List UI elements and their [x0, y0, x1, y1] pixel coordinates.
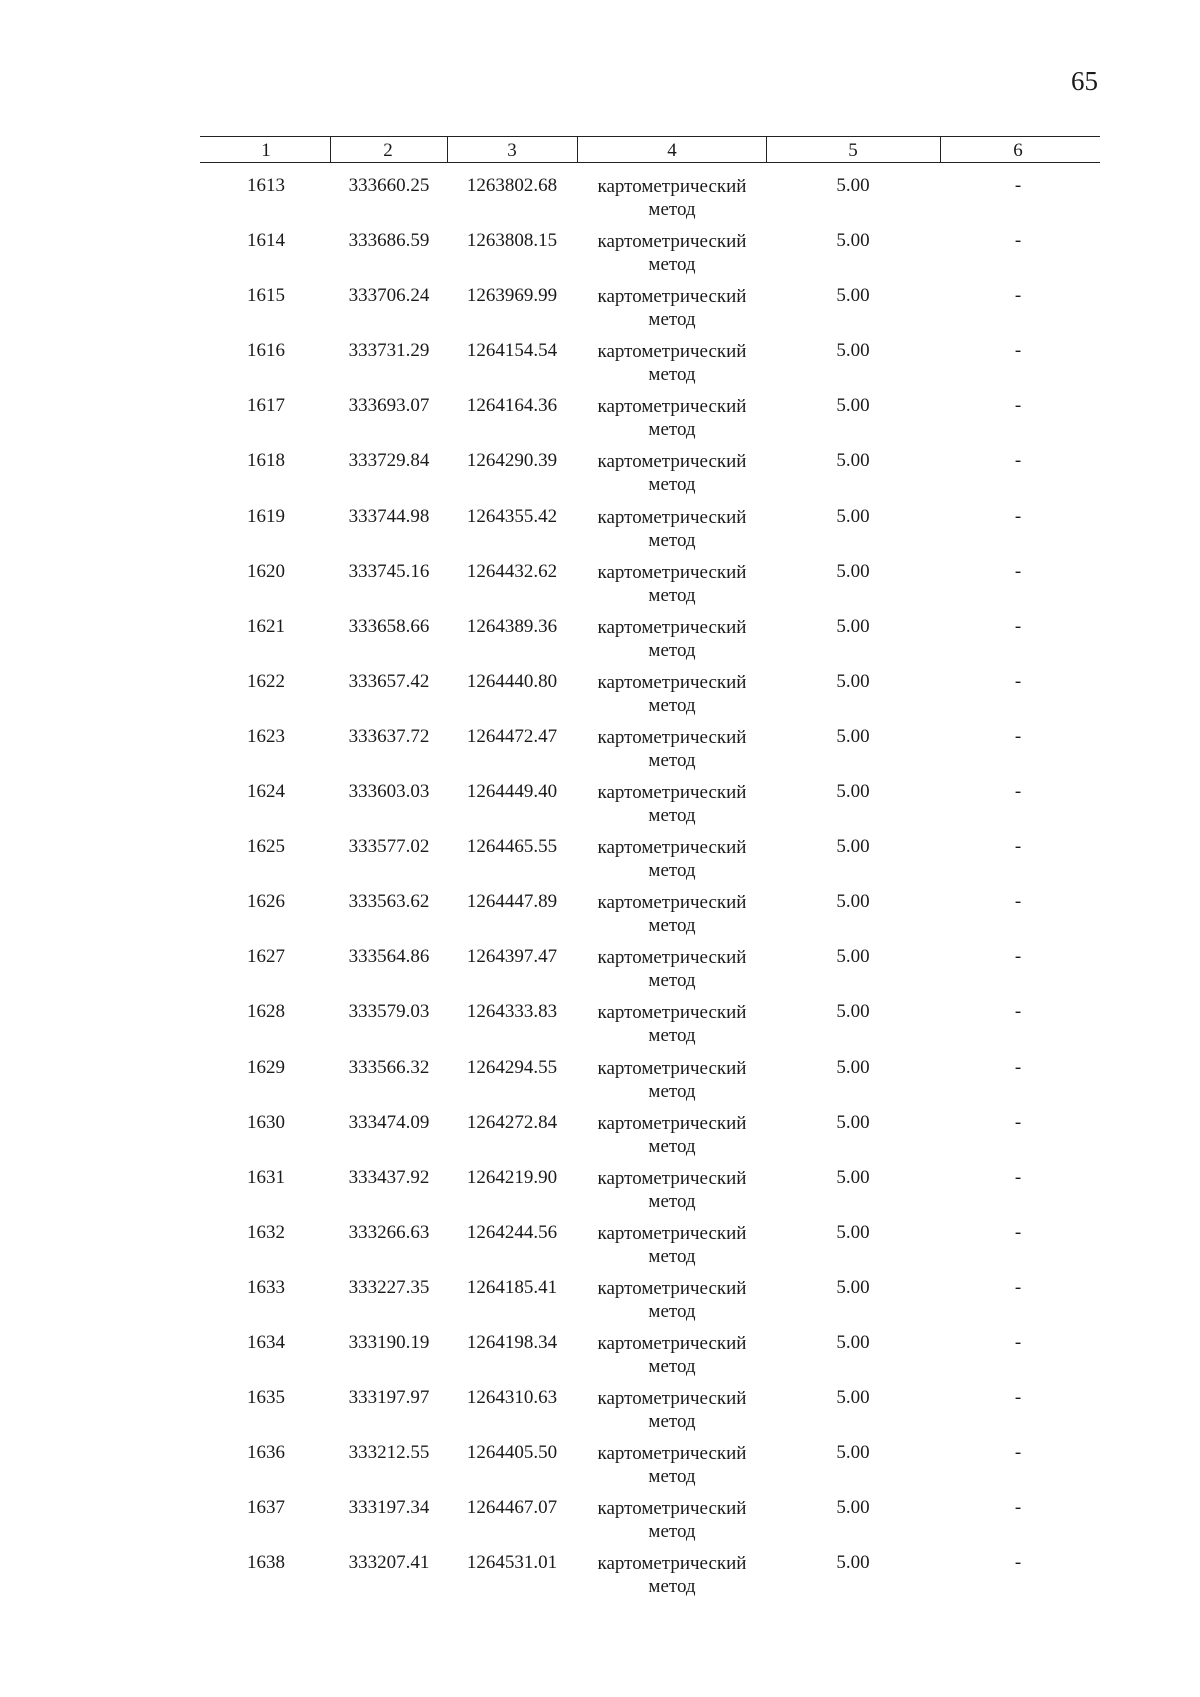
note-cell: -	[1014, 781, 1022, 803]
point-number-cell: 1634	[247, 1331, 285, 1353]
point-number-cell: 1619	[247, 505, 285, 527]
accuracy-cell: 5.00	[836, 836, 870, 858]
table-row	[0, 559, 1200, 614]
table-row	[0, 1440, 1200, 1495]
table-row	[0, 1220, 1200, 1275]
table-row	[0, 614, 1200, 669]
point-number-cell: 1626	[247, 891, 285, 913]
method-line: метод	[648, 529, 696, 551]
table-row	[0, 1110, 1200, 1165]
accuracy-cell: 5.00	[836, 615, 870, 637]
method-line: метод	[648, 419, 696, 441]
coord-x-cell: 333577.02	[348, 836, 430, 858]
point-number-cell: 1631	[247, 1166, 285, 1188]
point-number-cell: 1632	[247, 1221, 285, 1243]
coord-y-cell: 1264290.39	[466, 450, 558, 472]
method-line: картометрический	[597, 1553, 747, 1575]
note-cell: -	[1014, 1166, 1022, 1188]
point-number-cell: 1617	[247, 395, 285, 417]
accuracy-cell: 5.00	[836, 891, 870, 913]
table-row	[0, 1385, 1200, 1440]
table-row	[0, 283, 1200, 338]
coord-y-cell: 1264440.80	[466, 670, 558, 692]
header-top-rule	[200, 136, 1100, 137]
method-cell	[598, 1222, 747, 1268]
method-line: картометрический	[597, 1057, 747, 1079]
accuracy-cell: 5.00	[836, 1276, 870, 1298]
method-line: метод	[648, 1576, 696, 1598]
coord-x-cell: 333693.07	[348, 395, 430, 417]
coord-x-cell: 333745.16	[348, 560, 430, 582]
coord-x-cell: 333658.66	[348, 615, 430, 637]
accuracy-cell: 5.00	[836, 946, 870, 968]
table-row	[0, 889, 1200, 944]
table-row	[0, 1550, 1200, 1605]
coord-x-cell: 333563.62	[348, 891, 430, 913]
method-line: метод	[648, 364, 696, 386]
point-number-cell: 1621	[247, 615, 285, 637]
method-line: метод	[648, 639, 696, 661]
coord-x-cell: 333603.03	[348, 781, 430, 803]
method-cell	[598, 1332, 747, 1378]
method-cell	[598, 726, 747, 772]
method-cell	[598, 175, 747, 221]
table-header	[200, 136, 1100, 163]
coord-x-cell: 333579.03	[348, 1001, 430, 1023]
point-number-cell: 1638	[247, 1552, 285, 1574]
method-cell	[598, 1552, 747, 1598]
point-number-cell: 1636	[247, 1442, 285, 1464]
coord-x-cell: 333266.63	[348, 1221, 430, 1243]
coord-x-cell: 333190.19	[348, 1331, 430, 1353]
method-line: картометрический	[597, 286, 747, 308]
method-cell	[598, 395, 747, 441]
coord-x-cell: 333657.42	[348, 670, 430, 692]
method-cell	[598, 671, 747, 717]
point-number-cell: 1620	[247, 560, 285, 582]
point-number-cell: 1613	[247, 175, 285, 196]
coord-y-cell: 1264449.40	[466, 781, 558, 803]
accuracy-cell: 5.00	[836, 230, 870, 252]
method-cell	[598, 1497, 747, 1543]
coord-y-cell: 1264447.89	[466, 891, 558, 913]
method-line: картометрический	[597, 1222, 747, 1244]
header-col-6: 6	[1013, 140, 1023, 161]
method-line: картометрический	[597, 341, 747, 363]
method-line: метод	[648, 1300, 696, 1322]
accuracy-cell: 5.00	[836, 1056, 870, 1078]
table-row	[0, 1275, 1200, 1330]
method-cell	[598, 616, 747, 662]
method-line: картометрический	[597, 671, 747, 693]
method-cell	[598, 946, 747, 992]
note-cell: -	[1014, 560, 1022, 582]
method-line: метод	[648, 1080, 696, 1102]
accuracy-cell: 5.00	[836, 1387, 870, 1409]
method-line: метод	[648, 1466, 696, 1488]
note-cell: -	[1014, 505, 1022, 527]
note-cell: -	[1014, 450, 1022, 472]
accuracy-cell: 5.00	[836, 285, 870, 307]
coord-x-cell: 333212.55	[348, 1442, 430, 1464]
coord-y-cell: 1264333.83	[466, 1001, 558, 1023]
table-row	[0, 834, 1200, 889]
coord-x-cell: 333729.84	[348, 450, 430, 472]
coord-x-cell: 333637.72	[348, 725, 430, 747]
note-cell: -	[1014, 1221, 1022, 1243]
accuracy-cell: 5.00	[836, 340, 870, 362]
coord-x-cell: 333706.24	[348, 285, 430, 307]
table-row	[0, 338, 1200, 393]
header-col-5: 5	[848, 140, 858, 161]
table-row	[0, 448, 1200, 503]
point-number-cell: 1627	[247, 946, 285, 968]
method-cell	[598, 285, 747, 331]
coord-y-cell: 1264389.36	[466, 615, 558, 637]
coord-y-cell: 1264432.62	[466, 560, 558, 582]
point-number-cell: 1633	[247, 1276, 285, 1298]
table-row	[0, 999, 1200, 1054]
coord-y-cell: 1264272.84	[466, 1111, 558, 1133]
point-number-cell: 1623	[247, 725, 285, 747]
point-number-cell: 1630	[247, 1111, 285, 1133]
method-cell	[598, 1167, 747, 1213]
method-line: метод	[648, 474, 696, 496]
point-number-cell: 1637	[247, 1497, 285, 1519]
method-line: картометрический	[597, 176, 747, 197]
method-line: метод	[648, 1355, 696, 1377]
coord-y-cell: 1264219.90	[466, 1166, 558, 1188]
coord-y-cell: 1264465.55	[466, 836, 558, 858]
accuracy-cell: 5.00	[836, 670, 870, 692]
method-line: картометрический	[597, 451, 747, 473]
coord-x-cell: 333566.32	[348, 1056, 430, 1078]
method-line: картометрический	[597, 1167, 747, 1189]
note-cell: -	[1014, 285, 1022, 307]
accuracy-cell: 5.00	[836, 395, 870, 417]
method-cell	[598, 561, 747, 607]
accuracy-cell: 5.00	[836, 505, 870, 527]
header-col-2: 2	[383, 140, 393, 161]
table-row	[0, 724, 1200, 779]
method-line: картометрический	[597, 782, 747, 804]
method-line: метод	[648, 1521, 696, 1543]
method-line: метод	[648, 860, 696, 882]
coord-x-cell: 333207.41	[348, 1552, 430, 1574]
coord-y-cell: 1264310.63	[466, 1387, 558, 1409]
note-cell: -	[1014, 891, 1022, 913]
table-row	[0, 228, 1200, 283]
note-cell: -	[1014, 1552, 1022, 1574]
coord-x-cell: 333197.97	[348, 1387, 430, 1409]
method-line: картометрический	[597, 1277, 747, 1299]
method-line: картометрический	[597, 506, 747, 528]
method-line: метод	[648, 1025, 696, 1047]
note-cell: -	[1014, 1497, 1022, 1519]
column-divider	[447, 136, 448, 163]
method-line: метод	[648, 309, 696, 331]
method-line: картометрический	[597, 1443, 747, 1465]
point-number-cell: 1615	[247, 285, 285, 307]
method-line: метод	[648, 1190, 696, 1212]
method-line: метод	[648, 1411, 696, 1433]
header-bottom-rule	[200, 162, 1100, 163]
note-cell: -	[1014, 175, 1022, 196]
note-cell: -	[1014, 836, 1022, 858]
accuracy-cell: 5.00	[836, 450, 870, 472]
method-cell	[598, 230, 747, 276]
point-number-cell: 1625	[247, 836, 285, 858]
coord-y-cell: 1264531.01	[466, 1552, 558, 1574]
method-cell	[598, 340, 747, 386]
method-cell	[598, 450, 747, 496]
accuracy-cell: 5.00	[836, 1497, 870, 1519]
note-cell: -	[1014, 670, 1022, 692]
method-line: метод	[648, 749, 696, 771]
accuracy-cell: 5.00	[836, 1166, 870, 1188]
page-number: 65	[1071, 66, 1098, 96]
accuracy-cell: 5.00	[836, 1331, 870, 1353]
coord-y-cell: 1264467.07	[466, 1497, 558, 1519]
point-number-cell: 1624	[247, 781, 285, 803]
method-line: картометрический	[597, 892, 747, 914]
accuracy-cell: 5.00	[836, 560, 870, 582]
coord-y-cell: 1264472.47	[466, 725, 558, 747]
method-line: метод	[648, 805, 696, 827]
method-line: картометрический	[597, 616, 747, 638]
method-cell	[598, 1112, 747, 1158]
method-line: метод	[648, 584, 696, 606]
method-line: картометрический	[597, 561, 747, 583]
method-cell	[598, 1057, 747, 1103]
method-line: картометрический	[597, 1112, 747, 1134]
coord-y-cell: 1264294.55	[466, 1056, 558, 1078]
table-row	[0, 1330, 1200, 1385]
note-cell: -	[1014, 1001, 1022, 1023]
point-number-cell: 1635	[247, 1387, 285, 1409]
coord-y-cell: 1264244.56	[466, 1221, 558, 1243]
note-cell: -	[1014, 946, 1022, 968]
method-line: метод	[648, 694, 696, 716]
point-number-cell: 1628	[247, 1001, 285, 1023]
header-col-4: 4	[667, 140, 677, 161]
column-divider	[766, 136, 767, 163]
coord-y-cell: 1264185.41	[466, 1276, 558, 1298]
method-line: картометрический	[597, 947, 747, 969]
note-cell: -	[1014, 1276, 1022, 1298]
note-cell: -	[1014, 725, 1022, 747]
note-cell: -	[1014, 1331, 1022, 1353]
coord-x-cell: 333731.29	[348, 340, 430, 362]
coord-x-cell: 333744.98	[348, 505, 430, 527]
coord-y-cell: 1263802.68	[466, 175, 558, 196]
accuracy-cell: 5.00	[836, 1001, 870, 1023]
header-col-3: 3	[507, 140, 517, 161]
note-cell: -	[1014, 1056, 1022, 1078]
accuracy-cell: 5.00	[836, 1221, 870, 1243]
method-cell	[598, 781, 747, 827]
accuracy-cell: 5.00	[836, 1552, 870, 1574]
method-line: картометрический	[597, 396, 747, 418]
method-line: картометрический	[597, 1498, 747, 1520]
method-line: картометрический	[597, 837, 747, 859]
table-row	[0, 1055, 1200, 1110]
note-cell: -	[1014, 1387, 1022, 1409]
point-number-cell: 1629	[247, 1056, 285, 1078]
point-number-cell: 1622	[247, 670, 285, 692]
table-row	[0, 173, 1200, 228]
coord-x-cell: 333227.35	[348, 1276, 430, 1298]
table-row	[0, 1495, 1200, 1550]
table-row	[0, 669, 1200, 724]
header-col-1: 1	[261, 140, 271, 161]
column-divider	[940, 136, 941, 163]
coord-x-cell: 333660.25	[348, 175, 430, 196]
method-cell	[598, 1277, 747, 1323]
point-number-cell: 1614	[247, 230, 285, 252]
accuracy-cell: 5.00	[836, 781, 870, 803]
coord-y-cell: 1263808.15	[466, 230, 558, 252]
method-line: картометрический	[597, 231, 747, 253]
coord-x-cell: 333437.92	[348, 1166, 430, 1188]
coord-y-cell: 1264355.42	[466, 505, 558, 527]
method-cell	[598, 1001, 747, 1047]
coord-y-cell: 1264198.34	[466, 1331, 558, 1353]
method-line: картометрический	[597, 1002, 747, 1024]
table-row	[0, 944, 1200, 999]
column-divider	[577, 136, 578, 163]
method-line: метод	[648, 915, 696, 937]
accuracy-cell: 5.00	[836, 1111, 870, 1133]
method-cell	[598, 891, 747, 937]
coord-y-cell: 1263969.99	[466, 285, 558, 307]
point-number-cell: 1616	[247, 340, 285, 362]
table-row	[0, 1165, 1200, 1220]
table-row	[0, 504, 1200, 559]
method-line: метод	[648, 1135, 696, 1157]
note-cell: -	[1014, 340, 1022, 362]
note-cell: -	[1014, 615, 1022, 637]
coord-x-cell: 333474.09	[348, 1111, 430, 1133]
note-cell: -	[1014, 1442, 1022, 1464]
coord-y-cell: 1264397.47	[466, 946, 558, 968]
method-cell	[598, 506, 747, 552]
coord-x-cell: 333564.86	[348, 946, 430, 968]
column-divider	[330, 136, 331, 163]
method-line: картометрический	[597, 726, 747, 748]
method-line: картометрический	[597, 1388, 747, 1410]
method-line: метод	[648, 1245, 696, 1267]
method-cell	[598, 1442, 747, 1488]
note-cell: -	[1014, 395, 1022, 417]
method-cell	[598, 1387, 747, 1433]
coord-x-cell: 333686.59	[348, 230, 430, 252]
note-cell: -	[1014, 230, 1022, 252]
accuracy-cell: 5.00	[836, 725, 870, 747]
method-line: метод	[648, 970, 696, 992]
method-line: метод	[648, 199, 696, 220]
method-cell	[598, 836, 747, 882]
accuracy-cell: 5.00	[836, 1442, 870, 1464]
table-body	[0, 173, 1200, 1605]
note-cell: -	[1014, 1111, 1022, 1133]
coord-x-cell: 333197.34	[348, 1497, 430, 1519]
accuracy-cell: 5.00	[836, 175, 870, 196]
point-number-cell: 1618	[247, 450, 285, 472]
method-line: метод	[648, 254, 696, 276]
coord-y-cell: 1264154.54	[466, 340, 558, 362]
coord-y-cell: 1264405.50	[466, 1442, 558, 1464]
table-row	[0, 779, 1200, 834]
coord-y-cell: 1264164.36	[466, 395, 558, 417]
table-row	[0, 393, 1200, 448]
method-line: картометрический	[597, 1332, 747, 1354]
